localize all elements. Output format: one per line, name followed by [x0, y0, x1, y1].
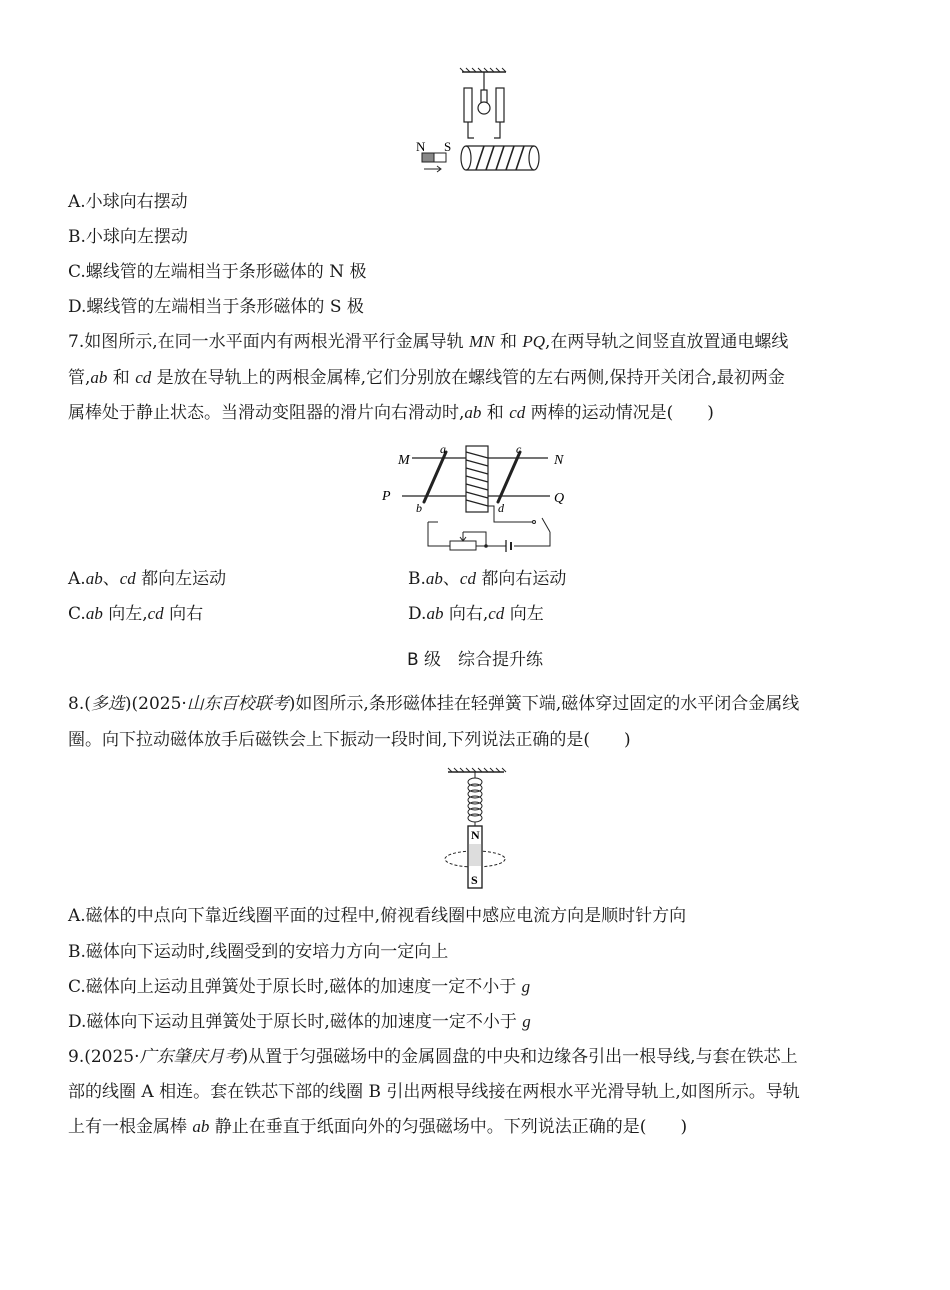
- q6-option-d: D.螺线管的左端相当于条形磁体的 S 极: [68, 297, 364, 317]
- q8-option-b: B.磁体向下运动时,线圈受到的安培力方向一定向上: [68, 942, 449, 962]
- q9-line-3: 上有一根金属棒 ab 静止在垂直于纸面向外的匀强磁场中。下列说法正确的是( ): [68, 1117, 688, 1137]
- section-heading: B 级 综合提升练: [406, 650, 544, 670]
- label-m: M: [398, 453, 410, 468]
- label-d: d: [498, 501, 504, 515]
- magnet-n-label: N: [416, 139, 426, 154]
- q7-option-b: B.ab、cd 都向右运动: [408, 569, 567, 589]
- label-b: b: [416, 501, 422, 515]
- q9-line-2: 部的线圈 A 相连。套在铁芯下部的线圈 B 引出两根导线接在两根水平光滑导轨上,如图所示。导轨: [68, 1082, 800, 1102]
- magnet-s-label: S: [444, 139, 452, 154]
- label-p: P: [382, 489, 391, 504]
- q6-option-b: B.小球向左摆动: [68, 227, 188, 247]
- q8-line-2: 圈。向下拉动磁体放手后磁铁会上下振动一段时间,下列说法正确的是( ): [68, 730, 631, 750]
- solenoid-pendulum-figure: [410, 66, 550, 182]
- q7-line-3: 属棒处于静止状态。当滑动变阻器的滑片向右滑动时,ab 和 cd 两棒的运动情况是( ): [68, 403, 714, 423]
- label-n: N: [554, 453, 564, 468]
- q8-option-d: D.磁体向下运动且弹簧处于原长时,磁体的加速度一定不小于 g: [68, 1012, 531, 1032]
- q8-line-1: 8.(多选)(2025·山东百校联考)如图所示,条形磁体挂在轻弹簧下端,磁体穿过固定的水平闭合金属线: [68, 694, 800, 714]
- q7-option-a: A.ab、cd 都向左运动: [68, 569, 227, 589]
- label-c: c: [516, 442, 522, 456]
- q7-option-d: D.ab 向右,cd 向左: [408, 604, 544, 624]
- q8-option-a: A.磁体的中点向下靠近线圈平面的过程中,俯视看线圈中感应电流方向是顺时针方向: [68, 906, 687, 926]
- q6-option-a: A.小球向右摆动: [68, 192, 188, 212]
- q7-option-c: C.ab 向左,cd 向右: [68, 604, 204, 624]
- rails-solenoid-figure: [378, 442, 578, 554]
- magnet-n-label: N: [471, 828, 480, 842]
- q9-line-1: 9.(2025·广东肇庆月考)从置于匀强磁场中的金属圆盘的中央和边缘各引出一根导线,与套在铁芯上: [68, 1047, 798, 1067]
- spring-magnet-figure: [440, 766, 512, 892]
- label-q: Q: [554, 491, 565, 506]
- q8-option-c: C.磁体向上运动且弹簧处于原长时,磁体的加速度一定不小于 g: [68, 977, 531, 997]
- q6-option-c: C.螺线管的左端相当于条形磁体的 N 极: [68, 262, 367, 282]
- q7-line-1: 7.如图所示,在同一水平面内有两根光滑平行金属导轨 MN 和 PQ,在两导轨之间竖直放置通电螺线: [68, 332, 789, 352]
- label-a: a: [440, 442, 446, 456]
- q7-line-2: 管,ab 和 cd 是放在导轨上的两根金属棒,它们分别放在螺线管的左右两侧,保持开关闭合,最初两金: [68, 368, 785, 388]
- magnet-s-label: S: [471, 873, 478, 887]
